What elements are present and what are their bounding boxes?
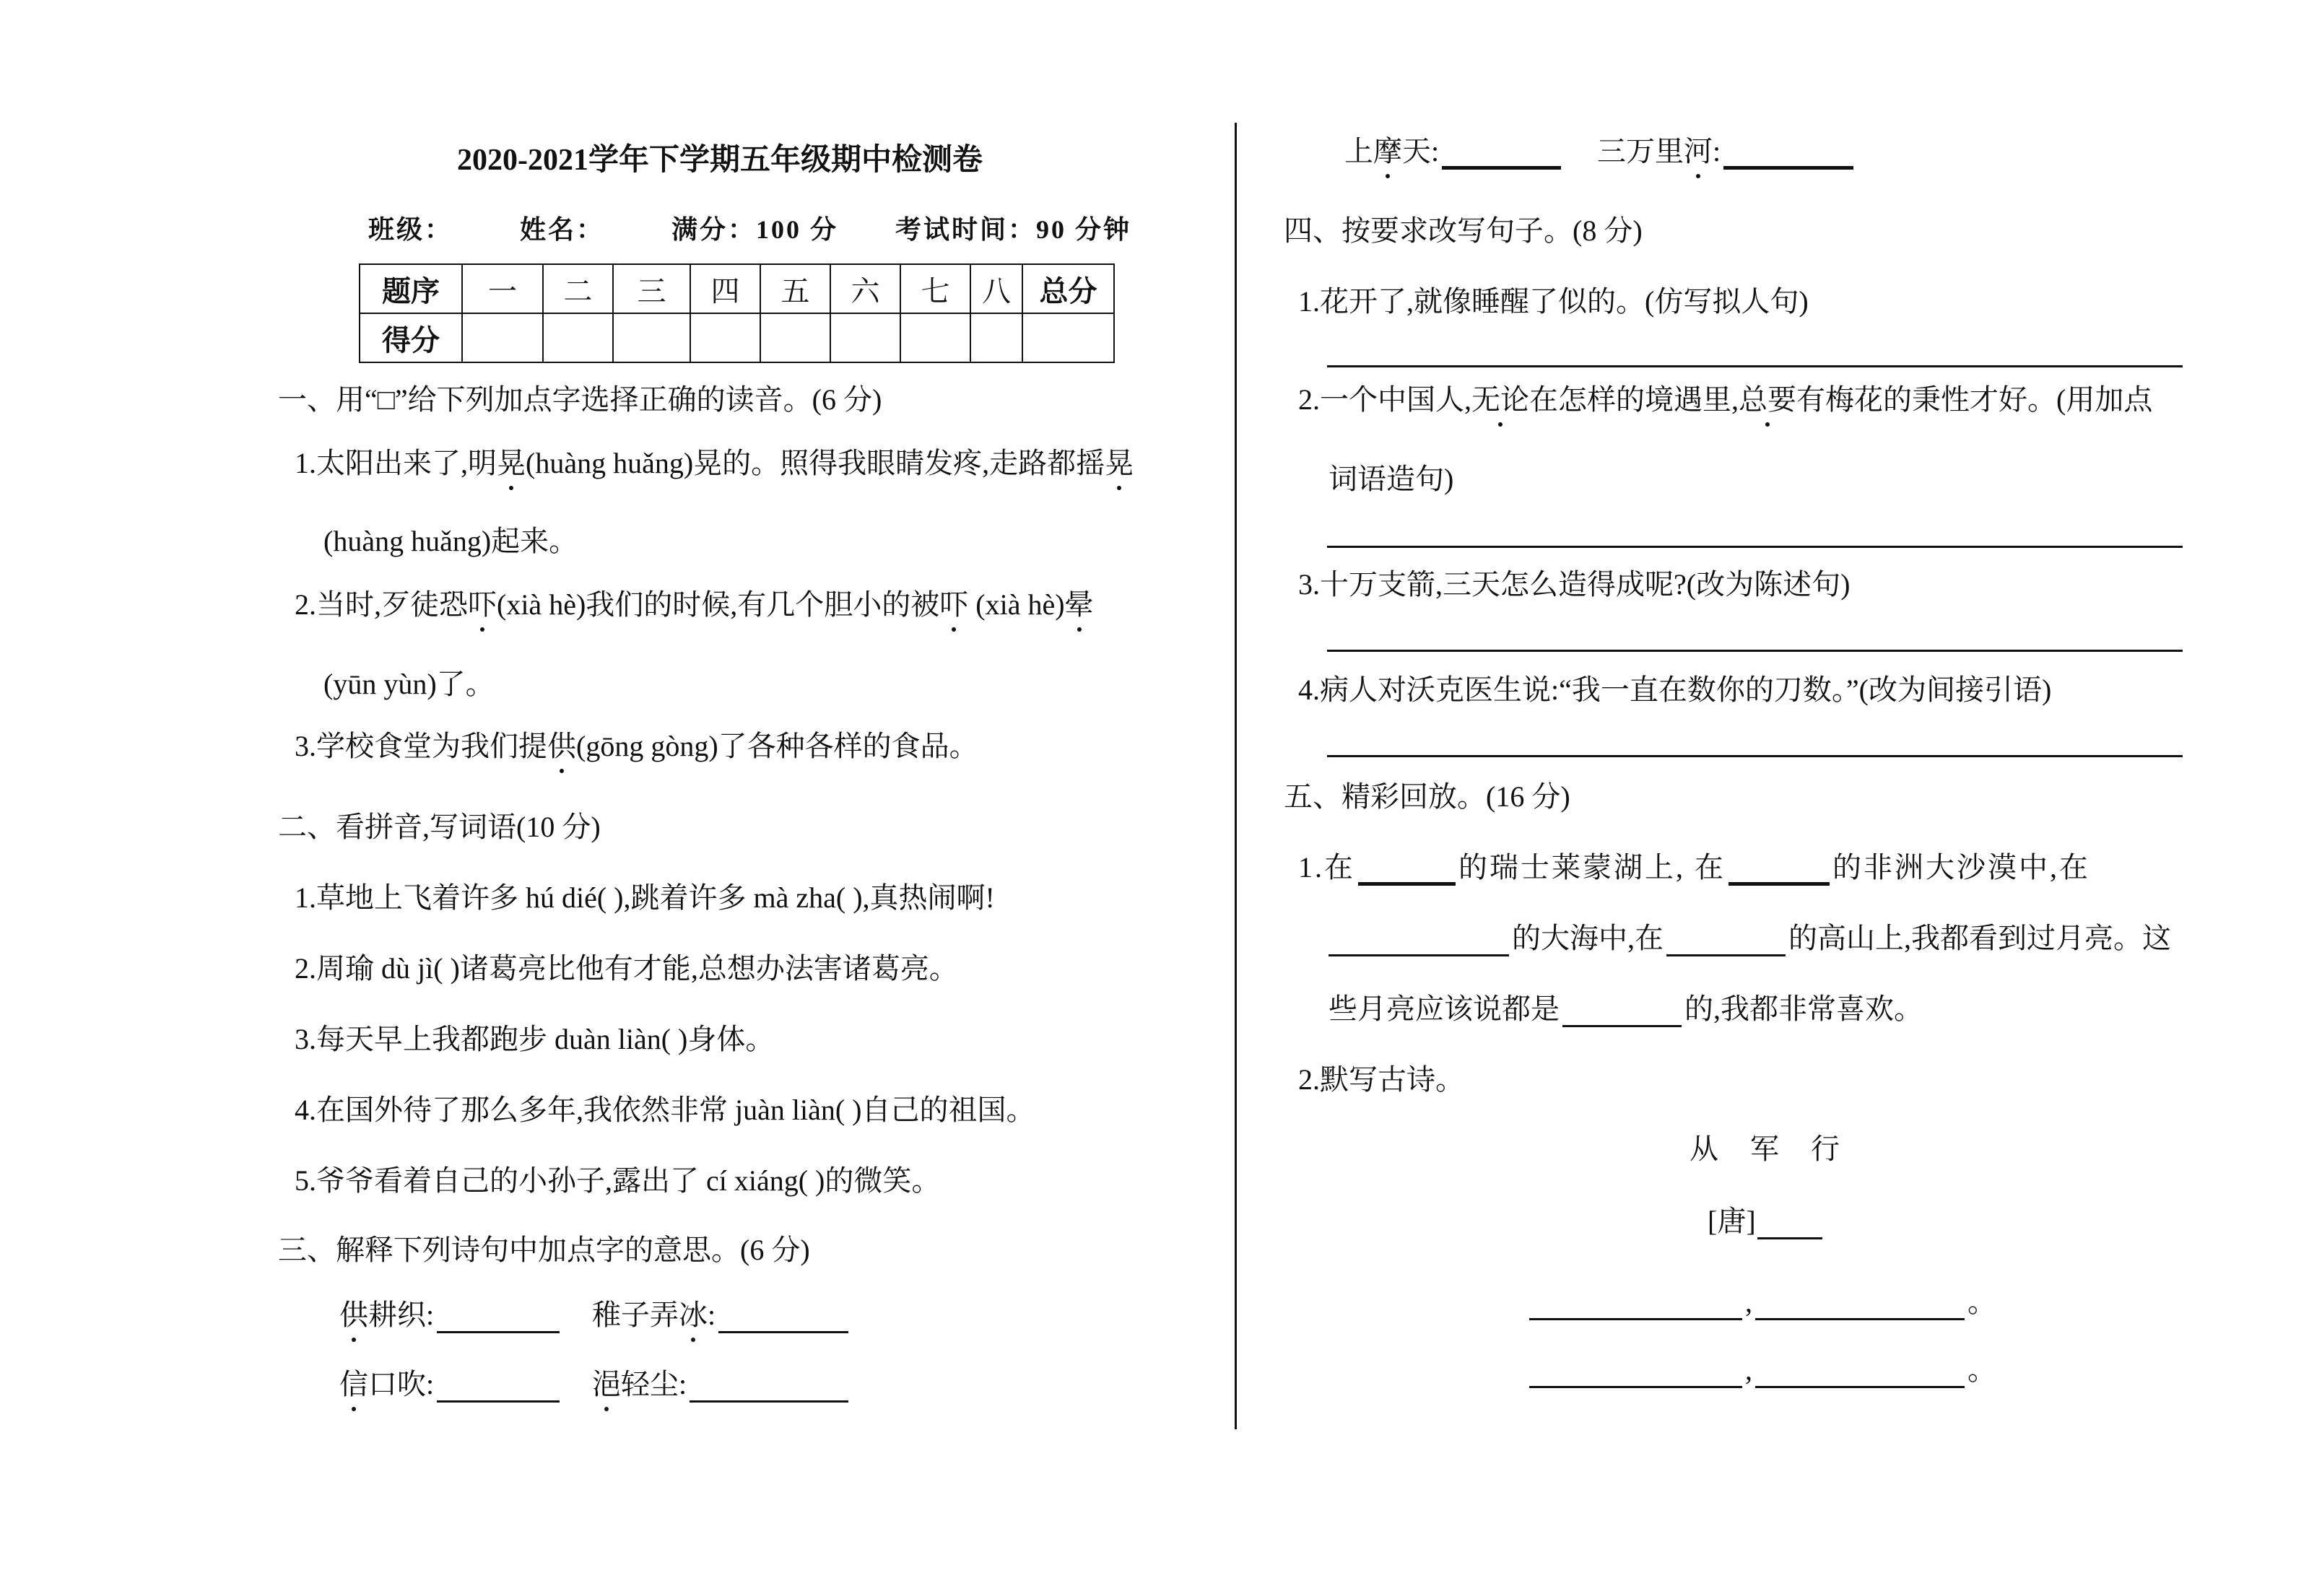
s2-question-2: 2.周瑜 dù jì( )诸葛亮比他有才能,总想办法害诸葛亮。 [295, 952, 958, 985]
s3-item-text: 稚子弄 [592, 1299, 679, 1331]
dotted-char: 吓 [939, 582, 968, 623]
score-cell[interactable] [830, 313, 900, 362]
s3-item [1344, 128, 1564, 170]
section-1-heading: 一、用“□”给下列加点字选择正确的读音。(6 分) [278, 383, 882, 416]
poem-title: 从 军 行 [1690, 1133, 1845, 1165]
answer-blank[interactable] [1442, 134, 1561, 170]
answer-blank[interactable] [1723, 134, 1853, 170]
s3-item-text: 天: [1402, 135, 1440, 167]
answer-blank[interactable] [718, 1299, 848, 1333]
dotted-char: 供 [339, 1292, 368, 1333]
s3-item-text: : [708, 1299, 716, 1331]
table-cell: 一 [462, 264, 543, 313]
score-cell[interactable] [1022, 313, 1114, 362]
s1-question-2-line2: (yūn yùn)了。 [323, 668, 495, 700]
score-cell[interactable] [613, 313, 690, 362]
answer-blank[interactable] [1358, 850, 1456, 886]
answer-blank[interactable] [1529, 1354, 1742, 1388]
s1-q2-text-a: 2.当时,歹徒恐 [295, 588, 468, 621]
section-2-heading: 二、看拼音,写词语(10 分) [278, 811, 601, 843]
s5-q1-text: 的大海中,在 [1512, 922, 1664, 954]
s3-item-text: 耕织: [368, 1299, 435, 1331]
page-title: 2020-2021学年下学期五年级期中检测卷 [457, 144, 983, 177]
score-cell[interactable] [543, 313, 613, 362]
s4-q2-text: 2.一个中国人, [1298, 383, 1471, 416]
s5-question-2: 2.默写古诗。 [1298, 1063, 1464, 1096]
s5-q1-text: 的高山上,我都看到过月亮。这 [1788, 922, 2171, 954]
score-cell[interactable] [970, 313, 1022, 362]
s5-q1-text: 1.在 [1298, 851, 1355, 884]
exam-time: 考试时间：90 分钟 [895, 215, 1132, 244]
s1-question-3 [295, 723, 978, 764]
s3-item-text: 口吹: [368, 1368, 435, 1400]
dotted-char: 供 [547, 723, 576, 764]
s3-item-text: 三万里 [1597, 135, 1684, 167]
s4-q2-text: 有梅花的秉性才好。(用加点 [1796, 383, 2153, 416]
s4-question-2 [1298, 377, 2152, 418]
dotted-word: 无论 [1471, 377, 1529, 418]
s3-item-text: 轻尘: [621, 1368, 687, 1400]
s1-q1-text-b: (huàng huǎng)晃的。照得我眼睛发疼,走路都摇 [526, 447, 1105, 479]
s1-question-1-line2: (huàng huǎng)起来。 [323, 525, 578, 557]
poem-line [1529, 1279, 1996, 1320]
poem-line [1529, 1347, 1996, 1388]
s1-question-1 [295, 440, 1134, 481]
answer-blank[interactable] [1666, 923, 1786, 956]
poem-author-label: [唐] [1708, 1205, 1756, 1237]
poem-author [1708, 1198, 1825, 1239]
comma: , [1745, 1353, 1752, 1386]
table-cell: 三 [613, 264, 690, 313]
dotted-char: 冰 [679, 1292, 708, 1333]
table-cell: 四 [690, 264, 760, 313]
s1-q3-text-a: 3.学校食堂为我们提 [295, 730, 547, 762]
answer-blank[interactable] [1755, 1354, 1965, 1388]
dotted-word: 总要 [1739, 377, 1796, 418]
s1-q3-text-b: (gōng gòng)了各种各样的食品。 [576, 730, 978, 762]
s5-q1-text: 的瑞士莱蒙湖上, 在 [1458, 851, 1726, 884]
s3-item [592, 1292, 851, 1333]
table-cell: 二 [543, 264, 613, 313]
answer-blank[interactable] [1562, 993, 1682, 1027]
table-cell: 五 [760, 264, 830, 313]
score-cell[interactable] [690, 313, 760, 362]
s4-question-1: 1.花开了,就像睡醒了似的。(仿写拟人句) [1298, 285, 1809, 318]
s1-q1-text-a: 1.太阳出来了,明 [295, 447, 497, 479]
table-cell: 得分 [360, 313, 462, 362]
dotted-char: 吓 [468, 582, 497, 623]
s2-question-4: 4.在国外待了那么多年,我依然非常 juàn liàn( )自己的祖国。 [295, 1094, 1035, 1126]
s2-question-3: 3.每天早上我都跑步 duàn liàn( )身体。 [295, 1023, 775, 1055]
table-cell: 七 [900, 264, 970, 313]
score-cell[interactable] [462, 313, 543, 362]
dotted-char: 信 [339, 1361, 368, 1403]
period: 。 [1967, 1286, 1996, 1318]
answer-line[interactable] [1327, 546, 2183, 548]
period: 。 [1967, 1353, 1996, 1386]
dotted-char: 晕 [1065, 582, 1094, 623]
s3-item [592, 1361, 851, 1403]
table-cell: 六 [830, 264, 900, 313]
s3-item [339, 1292, 562, 1333]
s4-question-3: 3.十万支箭,三天怎么造得成呢?(改为陈述句) [1298, 568, 1851, 601]
dotted-char: 浥 [592, 1361, 621, 1403]
s2-question-5: 5.爷爷看着自己的小孙子,露出了 cí xiáng( )的微笑。 [295, 1164, 941, 1197]
s5-question-1-line1 [1298, 845, 2090, 886]
answer-blank[interactable] [437, 1299, 560, 1333]
answer-blank[interactable] [1729, 850, 1830, 886]
table-cell: 八 [970, 264, 1022, 313]
full-score: 满分：100 分 [671, 215, 839, 244]
answer-blank[interactable] [1757, 1205, 1822, 1239]
s4-q2-text: 在怎样的境遇里, [1529, 383, 1739, 416]
answer-line[interactable] [1327, 650, 2183, 652]
score-cell[interactable] [900, 313, 970, 362]
dotted-char: 摩 [1373, 128, 1402, 170]
section-4-heading: 四、按要求改写句子。(8 分) [1284, 214, 1643, 247]
s5-q1-text: 的非洲大沙漠中,在 [1832, 851, 2090, 884]
section-5-heading: 五、精彩回放。(16 分) [1284, 780, 1570, 813]
class-label: 班级： [368, 215, 453, 244]
s3-item-text: : [1713, 135, 1721, 167]
answer-line[interactable] [1327, 365, 2183, 367]
answer-line[interactable] [1327, 755, 2183, 757]
s5-question-1-line2 [1329, 915, 2171, 956]
answer-blank[interactable] [1329, 923, 1509, 956]
column-divider [1235, 123, 1237, 1429]
s3-item [339, 1361, 562, 1403]
section-3-heading: 三、解释下列诗句中加点字的意思。(6 分) [278, 1234, 810, 1266]
score-cell[interactable] [760, 313, 830, 362]
dotted-char: 晃 [1105, 440, 1134, 481]
s3-item-text: 上 [1344, 135, 1373, 167]
score-table [359, 263, 1115, 363]
table-cell: 总分 [1022, 264, 1114, 313]
s1-question-2 [295, 582, 1094, 623]
s5-q1-text: 些月亮应该说都是 [1329, 993, 1560, 1025]
answer-blank[interactable] [690, 1369, 848, 1403]
answer-blank[interactable] [1755, 1286, 1965, 1320]
s5-question-1-line3 [1329, 986, 1923, 1027]
table-cell: 题序 [360, 264, 462, 313]
s1-q2-text-c: (xià hè) [968, 588, 1065, 621]
score-table-header-row [360, 264, 1114, 313]
comma: , [1745, 1286, 1752, 1318]
dotted-char: 河 [1684, 128, 1713, 170]
answer-blank[interactable] [1529, 1286, 1742, 1320]
s2-question-1: 1.草地上飞着许多 hú dié( ),跳着许多 mà zha( ),真热闹啊! [295, 881, 995, 914]
name-label: 姓名： [520, 215, 605, 244]
score-table-score-row [360, 313, 1114, 362]
s5-q1-text: 的,我都非常喜欢。 [1684, 993, 1923, 1025]
s3-item [1597, 128, 1856, 170]
dotted-char: 晃 [497, 440, 526, 481]
s1-q2-text-b: (xià hè)我们的时候,有几个胆小的被 [497, 588, 940, 621]
answer-blank[interactable] [437, 1369, 560, 1403]
s4-question-4: 4.病人对沃克医生说:“我一直在数你的刀数。”(改为间接引语) [1298, 673, 2052, 706]
s4-question-2-line2: 词语造句) [1329, 463, 1454, 495]
